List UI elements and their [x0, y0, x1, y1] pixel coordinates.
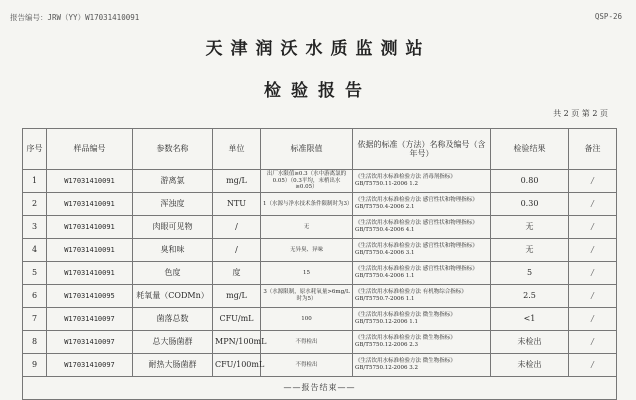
cell-limit: 出厂水限值≥0.3（水中游离氯的0.05）（0.3平均，末梢出水≥0.05）: [261, 170, 353, 193]
cell-note: /: [569, 239, 617, 262]
cell-limit: 3（水源限制，原水耗氧量>6mg/L时为5）: [261, 285, 353, 308]
cell-limit: 15: [261, 262, 353, 285]
cell-parameter: 菌落总数: [133, 308, 213, 331]
cell-sample-id: W17031410091: [47, 193, 133, 216]
col-header-param: 参数名称: [133, 129, 213, 170]
table-row: [23, 331, 617, 354]
cell-parameter: 耗氧量（CODMn）: [133, 285, 213, 308]
cell-note: /: [569, 216, 617, 239]
cell-no: 7: [23, 308, 47, 331]
table-header-row: [23, 129, 617, 170]
cell-limit: 无: [261, 216, 353, 239]
cell-sample-id: W17031410097: [47, 331, 133, 354]
cell-result: 无: [491, 239, 569, 262]
cell-sample-id: W17031410091: [47, 170, 133, 193]
report-end-text: ——报告结束——: [23, 377, 617, 400]
cell-unit: /: [213, 216, 261, 239]
report-subtitle: 检验报告: [264, 81, 372, 101]
report-number: 报告编号：JRW（YY）W17031410091: [10, 13, 140, 22]
cell-parameter: 臭和味: [133, 239, 213, 262]
cell-unit: CFU/mL: [213, 308, 261, 331]
cell-parameter: 游离氯: [133, 170, 213, 193]
cell-method: 《生活饮用水标准检验方法 消毒剂指标》 GB/T5750.11-2006 1.2: [353, 170, 491, 193]
table-row: [23, 170, 617, 193]
cell-parameter: 耐热大肠菌群: [133, 354, 213, 377]
col-header-unit: 单位: [213, 129, 261, 170]
table-row: [23, 285, 617, 308]
cell-unit: mg/L: [213, 285, 261, 308]
cell-unit: /: [213, 239, 261, 262]
cell-parameter: 色度: [133, 262, 213, 285]
page-info: 共 2 页 第 2 页: [553, 109, 608, 118]
cell-note: /: [569, 193, 617, 216]
cell-method: 《生活饮用水标准检验方法 微生物指标》 GB/T5750.12-2006 1.1: [353, 308, 491, 331]
cell-limit: 不得检出: [261, 354, 353, 377]
table-row: [23, 308, 617, 331]
cell-method: 《生活饮用水标准检验方法 感官性状和物理指标》 GB/T5750.4-2006 4.1: [353, 216, 491, 239]
cell-result: 5: [491, 262, 569, 285]
cell-method: 《生活饮用水标准检验方法 感官性状和物理指标》 GB/T5750.4-2006 3.1: [353, 239, 491, 262]
cell-parameter: 浑浊度: [133, 193, 213, 216]
cell-unit: NTU: [213, 193, 261, 216]
cell-method: 《生活饮用水标准检验方法 微生物指标》 GB/T5750.12-2006 3.2: [353, 354, 491, 377]
cell-sample-id: W17031410091: [47, 239, 133, 262]
col-header-result: 检验结果: [491, 129, 569, 170]
cell-unit: 度: [213, 262, 261, 285]
cell-sample-id: W17031410097: [47, 308, 133, 331]
cell-no: 9: [23, 354, 47, 377]
cell-note: /: [569, 262, 617, 285]
cell-no: 8: [23, 331, 47, 354]
table-row: [23, 216, 617, 239]
form-code: QSP-26: [594, 12, 622, 21]
cell-parameter: 总大肠菌群: [133, 331, 213, 354]
table-row: [23, 262, 617, 285]
cell-no: 4: [23, 239, 47, 262]
cell-limit: 1（水源与净水技术条件限制时为3）: [261, 193, 353, 216]
cell-method: 《生活饮用水标准检验方法 微生物指标》 GB/T5750.12-2006 2.3: [353, 331, 491, 354]
cell-limit: 不得检出: [261, 331, 353, 354]
cell-note: /: [569, 331, 617, 354]
cell-unit: CFU/100mL: [213, 354, 261, 377]
col-header-limit: 标准限值: [261, 129, 353, 170]
cell-method: 《生活饮用水标准检验方法 感官性状和物理指标》 GB/T5750.4-2006 1.1: [353, 262, 491, 285]
cell-note: /: [569, 285, 617, 308]
cell-no: 5: [23, 262, 47, 285]
cell-method: 《生活饮用水标准检验方法 感官性状和物理指标》 GB/T5750.4-2006 2.1: [353, 193, 491, 216]
table-row: [23, 354, 617, 377]
cell-result: <1: [491, 308, 569, 331]
cell-note: /: [569, 170, 617, 193]
cell-unit: mg/L: [213, 170, 261, 193]
cell-result: 2.5: [491, 285, 569, 308]
report-title: 天津润沃水质监测站: [205, 39, 431, 59]
col-header-sample: 样品编号: [47, 129, 133, 170]
cell-no: 1: [23, 170, 47, 193]
cell-no: 6: [23, 285, 47, 308]
cell-sample-id: W17031410091: [47, 262, 133, 285]
cell-note: /: [569, 354, 617, 377]
cell-note: /: [569, 308, 617, 331]
cell-no: 3: [23, 216, 47, 239]
col-header-note: 备注: [569, 129, 617, 170]
table-end-row: [23, 377, 617, 400]
cell-unit: MPN/100mL: [213, 331, 261, 354]
cell-sample-id: W17031410097: [47, 354, 133, 377]
results-table: [22, 128, 617, 400]
cell-limit: 100: [261, 308, 353, 331]
cell-parameter: 肉眼可见物: [133, 216, 213, 239]
col-header-method: 依据的标准（方法）名称及编号（含年号）: [353, 129, 491, 170]
table-row: [23, 239, 617, 262]
col-header-no: 序号: [23, 129, 47, 170]
cell-result: 未检出: [491, 354, 569, 377]
cell-result: 未检出: [491, 331, 569, 354]
cell-result: 0.30: [491, 193, 569, 216]
cell-sample-id: W17031410095: [47, 285, 133, 308]
cell-sample-id: W17031410091: [47, 216, 133, 239]
cell-limit: 无异臭、异味: [261, 239, 353, 262]
table-row: [23, 193, 617, 216]
cell-no: 2: [23, 193, 47, 216]
cell-method: 《生活饮用水标准检验方法 有机物综合指标》 GB/T5750.7-2006 1.1: [353, 285, 491, 308]
cell-result: 0.80: [491, 170, 569, 193]
cell-result: 无: [491, 216, 569, 239]
